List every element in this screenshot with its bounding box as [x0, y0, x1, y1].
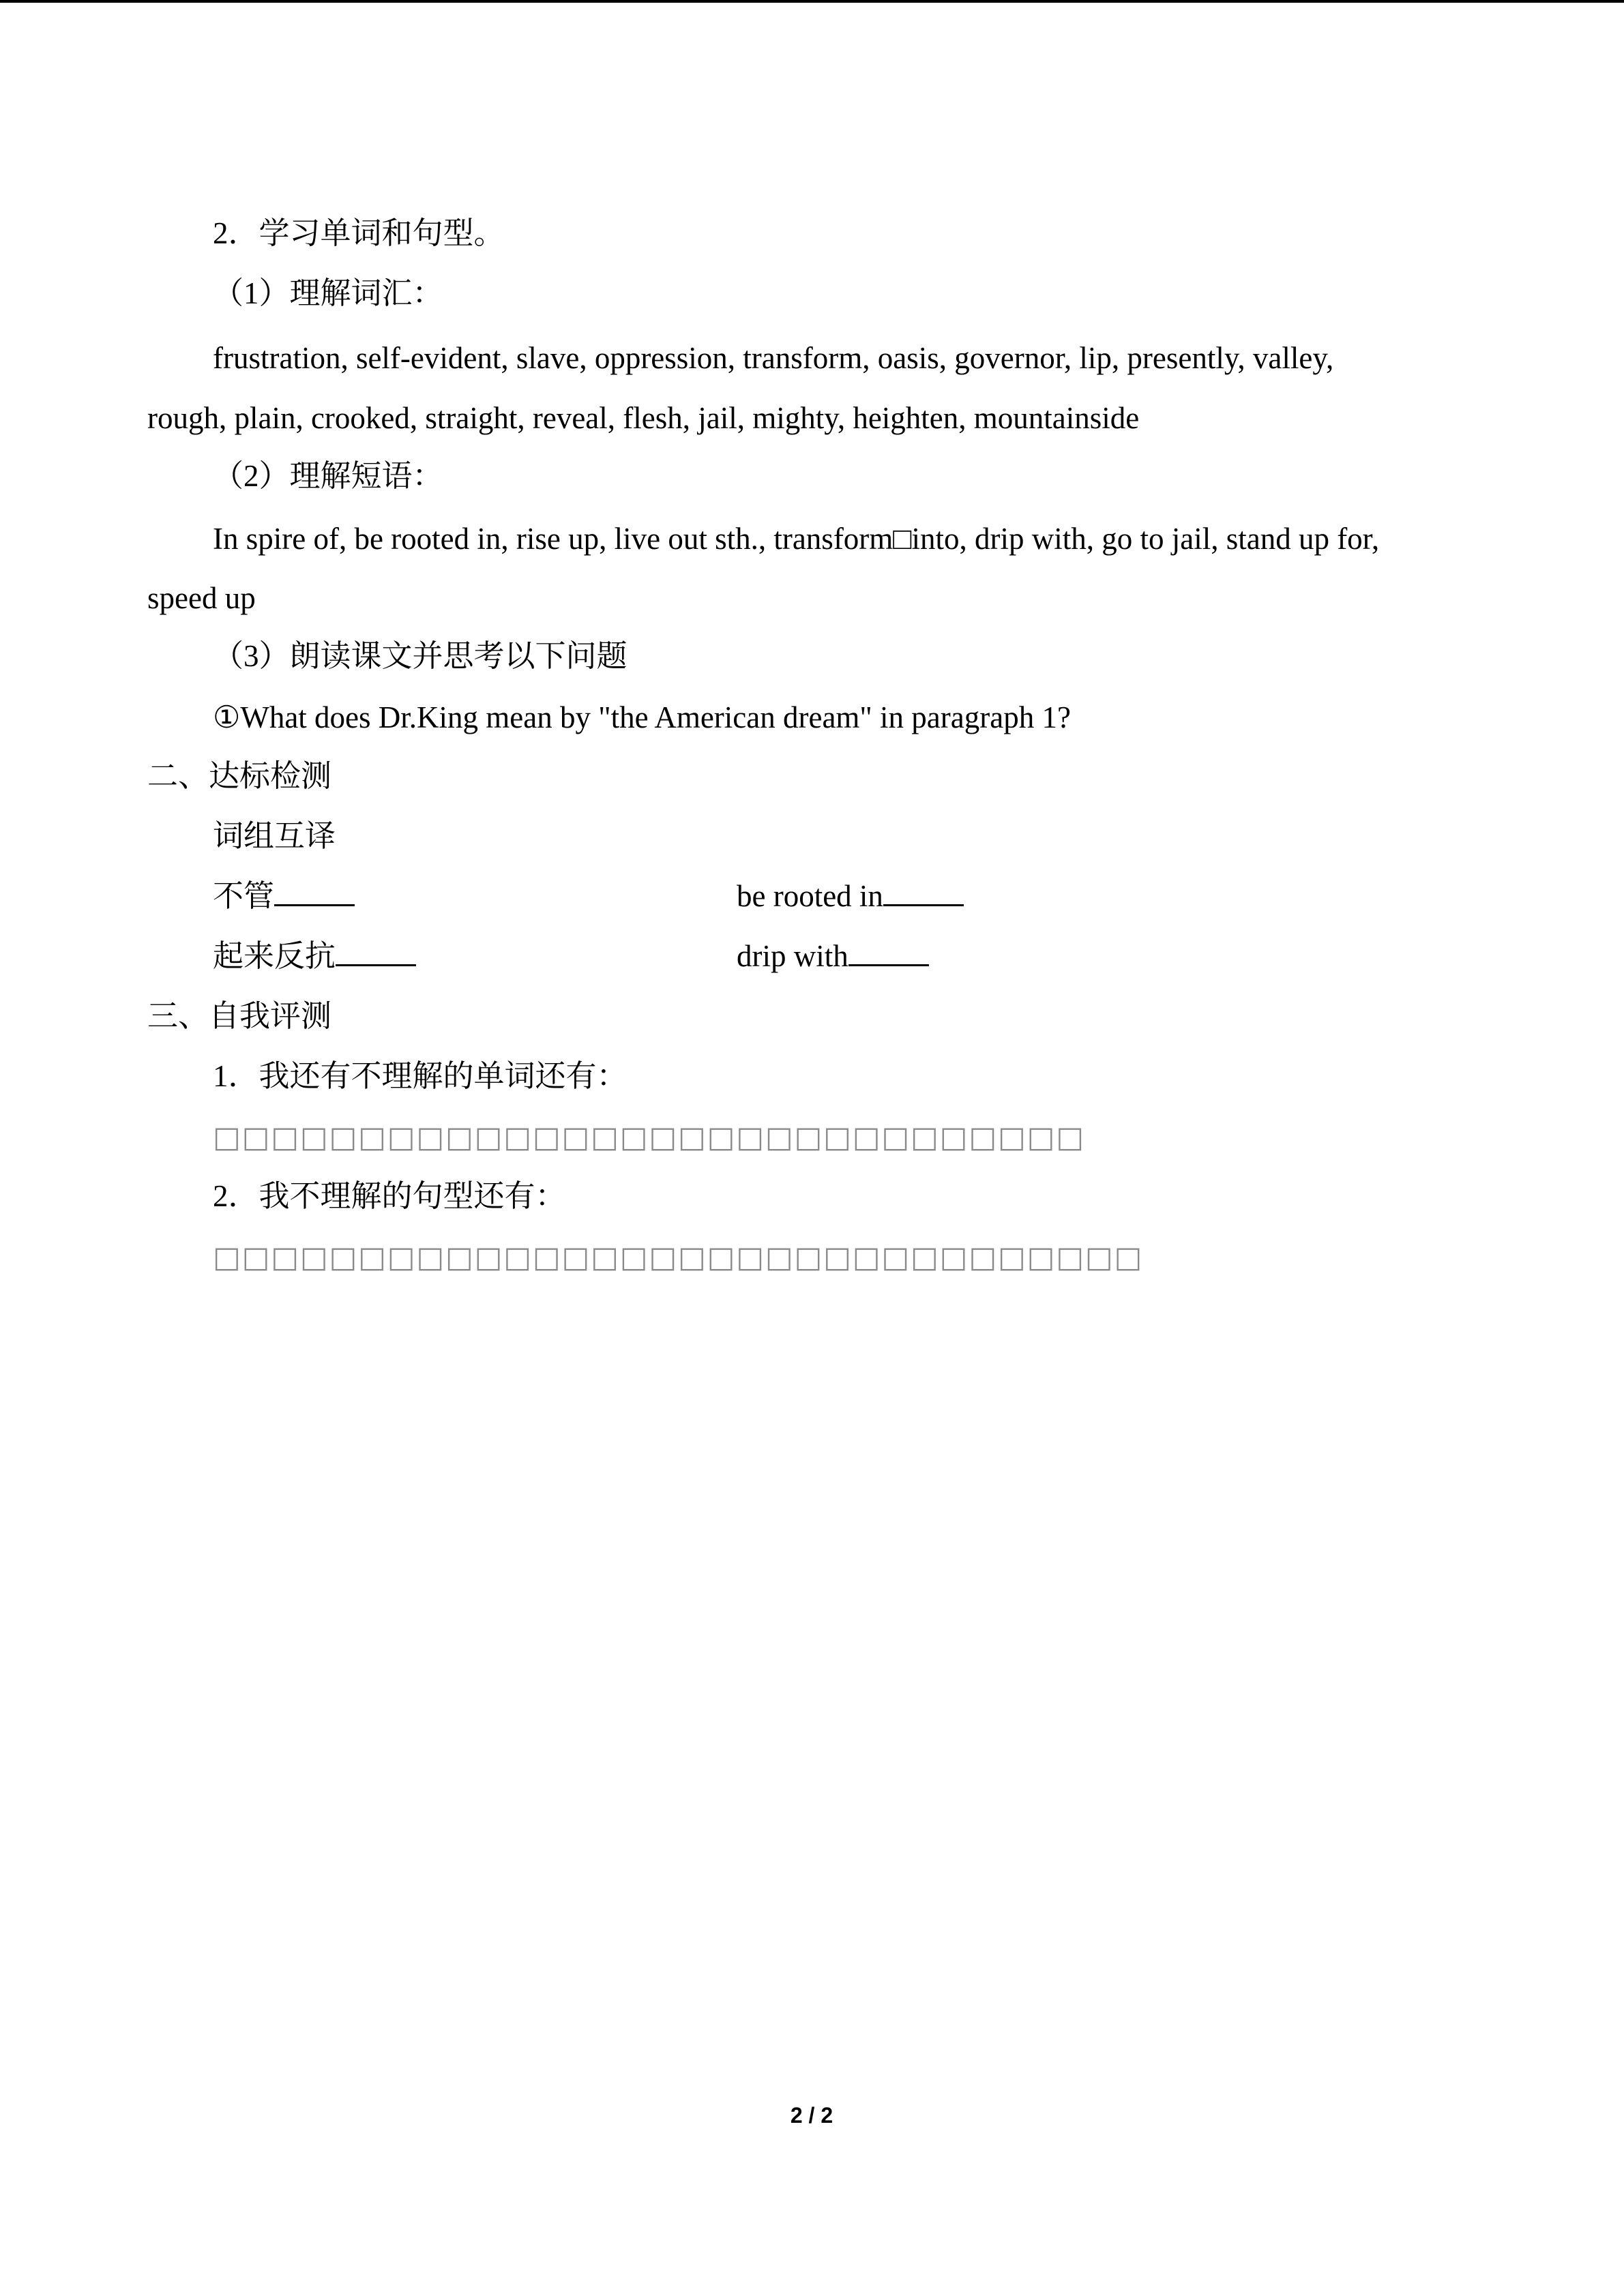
- sub3-heading: （3）朗读课文并思考以下问题: [213, 639, 628, 673]
- vocab-line-2: rough, plain, crooked, straight, reveal, flesh, jail, mighty, heighten, mountainside: [147, 401, 1140, 435]
- self-question-1-boxes: □□□□□□□□□□□□□□□□□□□□□□□□□□□□□□: [213, 1120, 1085, 1154]
- answer-blank[interactable]: [883, 877, 964, 906]
- page-number: 2 / 2: [790, 2103, 833, 2128]
- self-question-2-boxes: □□□□□□□□□□□□□□□□□□□□□□□□□□□□□□□□: [213, 1240, 1144, 1274]
- sub2-heading: （2）理解短语：: [213, 459, 443, 493]
- phrases-line-2: speed up: [147, 581, 256, 615]
- pair1-right-text: be rooted in: [737, 879, 883, 913]
- pair1-left-text: 不管: [213, 879, 275, 913]
- section3-heading: 三、自我评测: [147, 999, 332, 1033]
- self-question-2: 2．我不理解的句型还有：: [213, 1179, 566, 1213]
- answer-blank[interactable]: [848, 937, 929, 966]
- phrases-line-1: In spire of, be rooted in, rise up, live out sth., transform□into, drip with, go to jail, stand up for,: [213, 522, 1380, 556]
- top-border-rule: [0, 0, 1624, 3]
- translate-heading: 词组互译: [213, 819, 336, 853]
- self-question-1: 1．我还有不理解的单词还有：: [213, 1059, 628, 1093]
- answer-blank[interactable]: [274, 877, 355, 906]
- pair2-left-text: 起来反抗: [213, 939, 336, 973]
- answer-blank[interactable]: [336, 937, 416, 966]
- pair1-left: [213, 876, 355, 916]
- vocab-line-1: frustration, self-evident, slave, oppression, transform, oasis, governor, lip, presently, valley,: [213, 341, 1334, 375]
- question-1: ①What does Dr.King mean by "the American dream" in paragraph 1?: [213, 700, 1071, 734]
- pair1-right: [737, 876, 964, 916]
- pair2-left: [213, 936, 416, 976]
- pair2-right-text: drip with: [737, 939, 848, 973]
- section2-heading: 二、达标检测: [147, 759, 332, 793]
- step2-heading: 2．学习单词和句型。: [213, 216, 505, 250]
- sub1-heading: （1）理解词汇：: [213, 276, 443, 310]
- pair2-right: [737, 936, 929, 976]
